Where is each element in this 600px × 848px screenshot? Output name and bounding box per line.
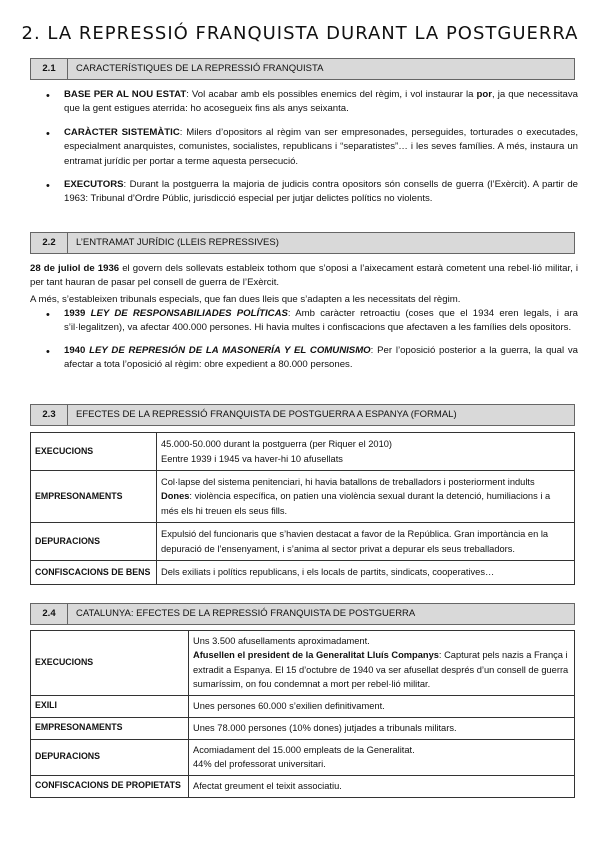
table-row: CONFISCACIONS DE PROPIETATS Afectat greument el teixit associatiu. <box>31 775 575 797</box>
table-row: DEPURACIONS Acomiadament del 15.000 empleats de la Generalitat. 44% del professorat universitari. <box>31 739 575 775</box>
list-item: • BASE PER AL NOU ESTAT: Vol acabar amb els possibles enemics del règim, i vol instaurar la por, ja que necessitava que la gent estigues aterrida: ho acosegueix fins als anys seixanta. <box>30 88 578 117</box>
section-heading: CARACTERÍSTIQUES DE LA REPRESSIÓ FRANQUISTA <box>76 62 324 74</box>
table-row: EXECUCIONS 45.000-50.000 durant la postguerra (per Riquer el 2010) Eentre 1939 i 1945 va haver-hi 10 afusellats <box>31 433 575 471</box>
laws-list <box>30 307 578 373</box>
section-header-2-4 <box>30 603 575 625</box>
section-number: 2.1 <box>31 59 68 79</box>
characteristics-list <box>30 88 578 207</box>
section-header-2-1 <box>30 58 575 80</box>
section-header-2-3 <box>30 404 575 426</box>
paragraph-july-1936: 28 de juliol de 1936 el govern dels sollevats estableix tothom que s’oposi a l’aixecament estarà cometent una rebel·lió militar, i per tant hauran de pasar pel consell de guerra de l’Exèrcit. <box>30 263 578 289</box>
section-number: 2.2 <box>31 233 68 253</box>
table-row: DEPURACIONS Expulsió del funcionaris que s’havien destacat a favor de la República. Gran importància en la depuració de l’ensenyament, i s’anima al sector privat a depurar els seus treballadors. <box>31 523 575 561</box>
list-item: • 1939 LEY DE RESPONSABILIADES POLÍTICAS: Amb caràcter retroactiu (coses que el 1934 eren legals, i ara s’il·legalitzen), va afectar 400.000 persones. Hi havia multes i confiscacions que afectaven a les famílies dels opositors. <box>30 307 578 336</box>
section-heading: EFECTES DE LA REPRESSIÓ FRANQUISTA DE POSTGUERRA A ESPANYA (FORMAL) <box>76 408 457 420</box>
section-header-2-2 <box>30 232 575 254</box>
table-row: EMPRESONAMENTS Unes 78.000 persones (10% dones) jutjades a tribunals militars. <box>31 717 575 739</box>
page-title: 2. LA REPRESSIÓ FRANQUISTA DURANT LA POSTGUERRA <box>21 23 579 44</box>
section-number: 2.3 <box>31 405 68 425</box>
paragraph-tribunals: A més, s’estableixen tribunals especials, que fan dues lleis que s’adapten a les necessitats del règim. <box>30 294 461 305</box>
section-heading: L’ENTRAMAT JURÍDIC (LLEIS REPRESSIVES) <box>76 236 279 248</box>
catalonia-effects-table <box>30 630 575 798</box>
section-heading: CATALUNYA: EFECTES DE LA REPRESSIÓ FRANQUISTA DE POSTGUERRA <box>76 607 416 619</box>
list-item: • CARÀCTER SISTEMÀTIC: Milers d’opositors al règim van ser empresonades, perseguides, torturades o executades, especialment anarquistes, comunistes, socialistes, republicans i “separatistes”… i les seves famílies. A més, instaura un entramat jurídic per portar a terme aquesta persecució. <box>30 126 578 169</box>
table-row: CONFISCACIONS DE BENS Dels exiliats i polítics republicans, i els locals de partits, sindicats, cooperatives… <box>31 561 575 585</box>
table-row: EMPRESONAMENTS Col·lapse del sistema penitenciari, hi havia batallons de treballadors i posteriorment indults Dones: violència específica, on patien una violència sexual durant la detenció, humiliacions i a més els hi treuen els seus fills. <box>31 471 575 523</box>
list-item: • 1940 LEY DE REPRESIÓN DE LA MASONERÍA Y EL COMUNISMO: Per l’oposició posterior a la guerra, la qual va afectar a tota l’oposició al règim: obre expedient a 80.000 persones. <box>30 344 578 373</box>
table-row: EXILI Unes persones 60.000 s’exilien definitivament. <box>31 695 575 717</box>
table-row: EXECUCIONS Uns 3.500 afusellaments aproximadament. Afusellen el president de la Generalitat Lluís Companys: Capturat pels nazis a França i extradit a Espanya. El 15 d’octubre de 1940 va ser afusellat després d’un consell de guerra sumaríssim, on fou condemnat a mort per rebel·lió militar. <box>31 631 575 696</box>
list-item: • EXECUTORS: Durant la postguerra la majoria de judicis contra opositors són consells de guerra (l’Exèrcit). A partir de 1963: Tribunal d’Ordre Públic, jurisdicció especial per jutjar delictes polítics no violents. <box>30 178 578 207</box>
section-number: 2.4 <box>31 604 68 624</box>
spain-effects-table <box>30 432 575 585</box>
